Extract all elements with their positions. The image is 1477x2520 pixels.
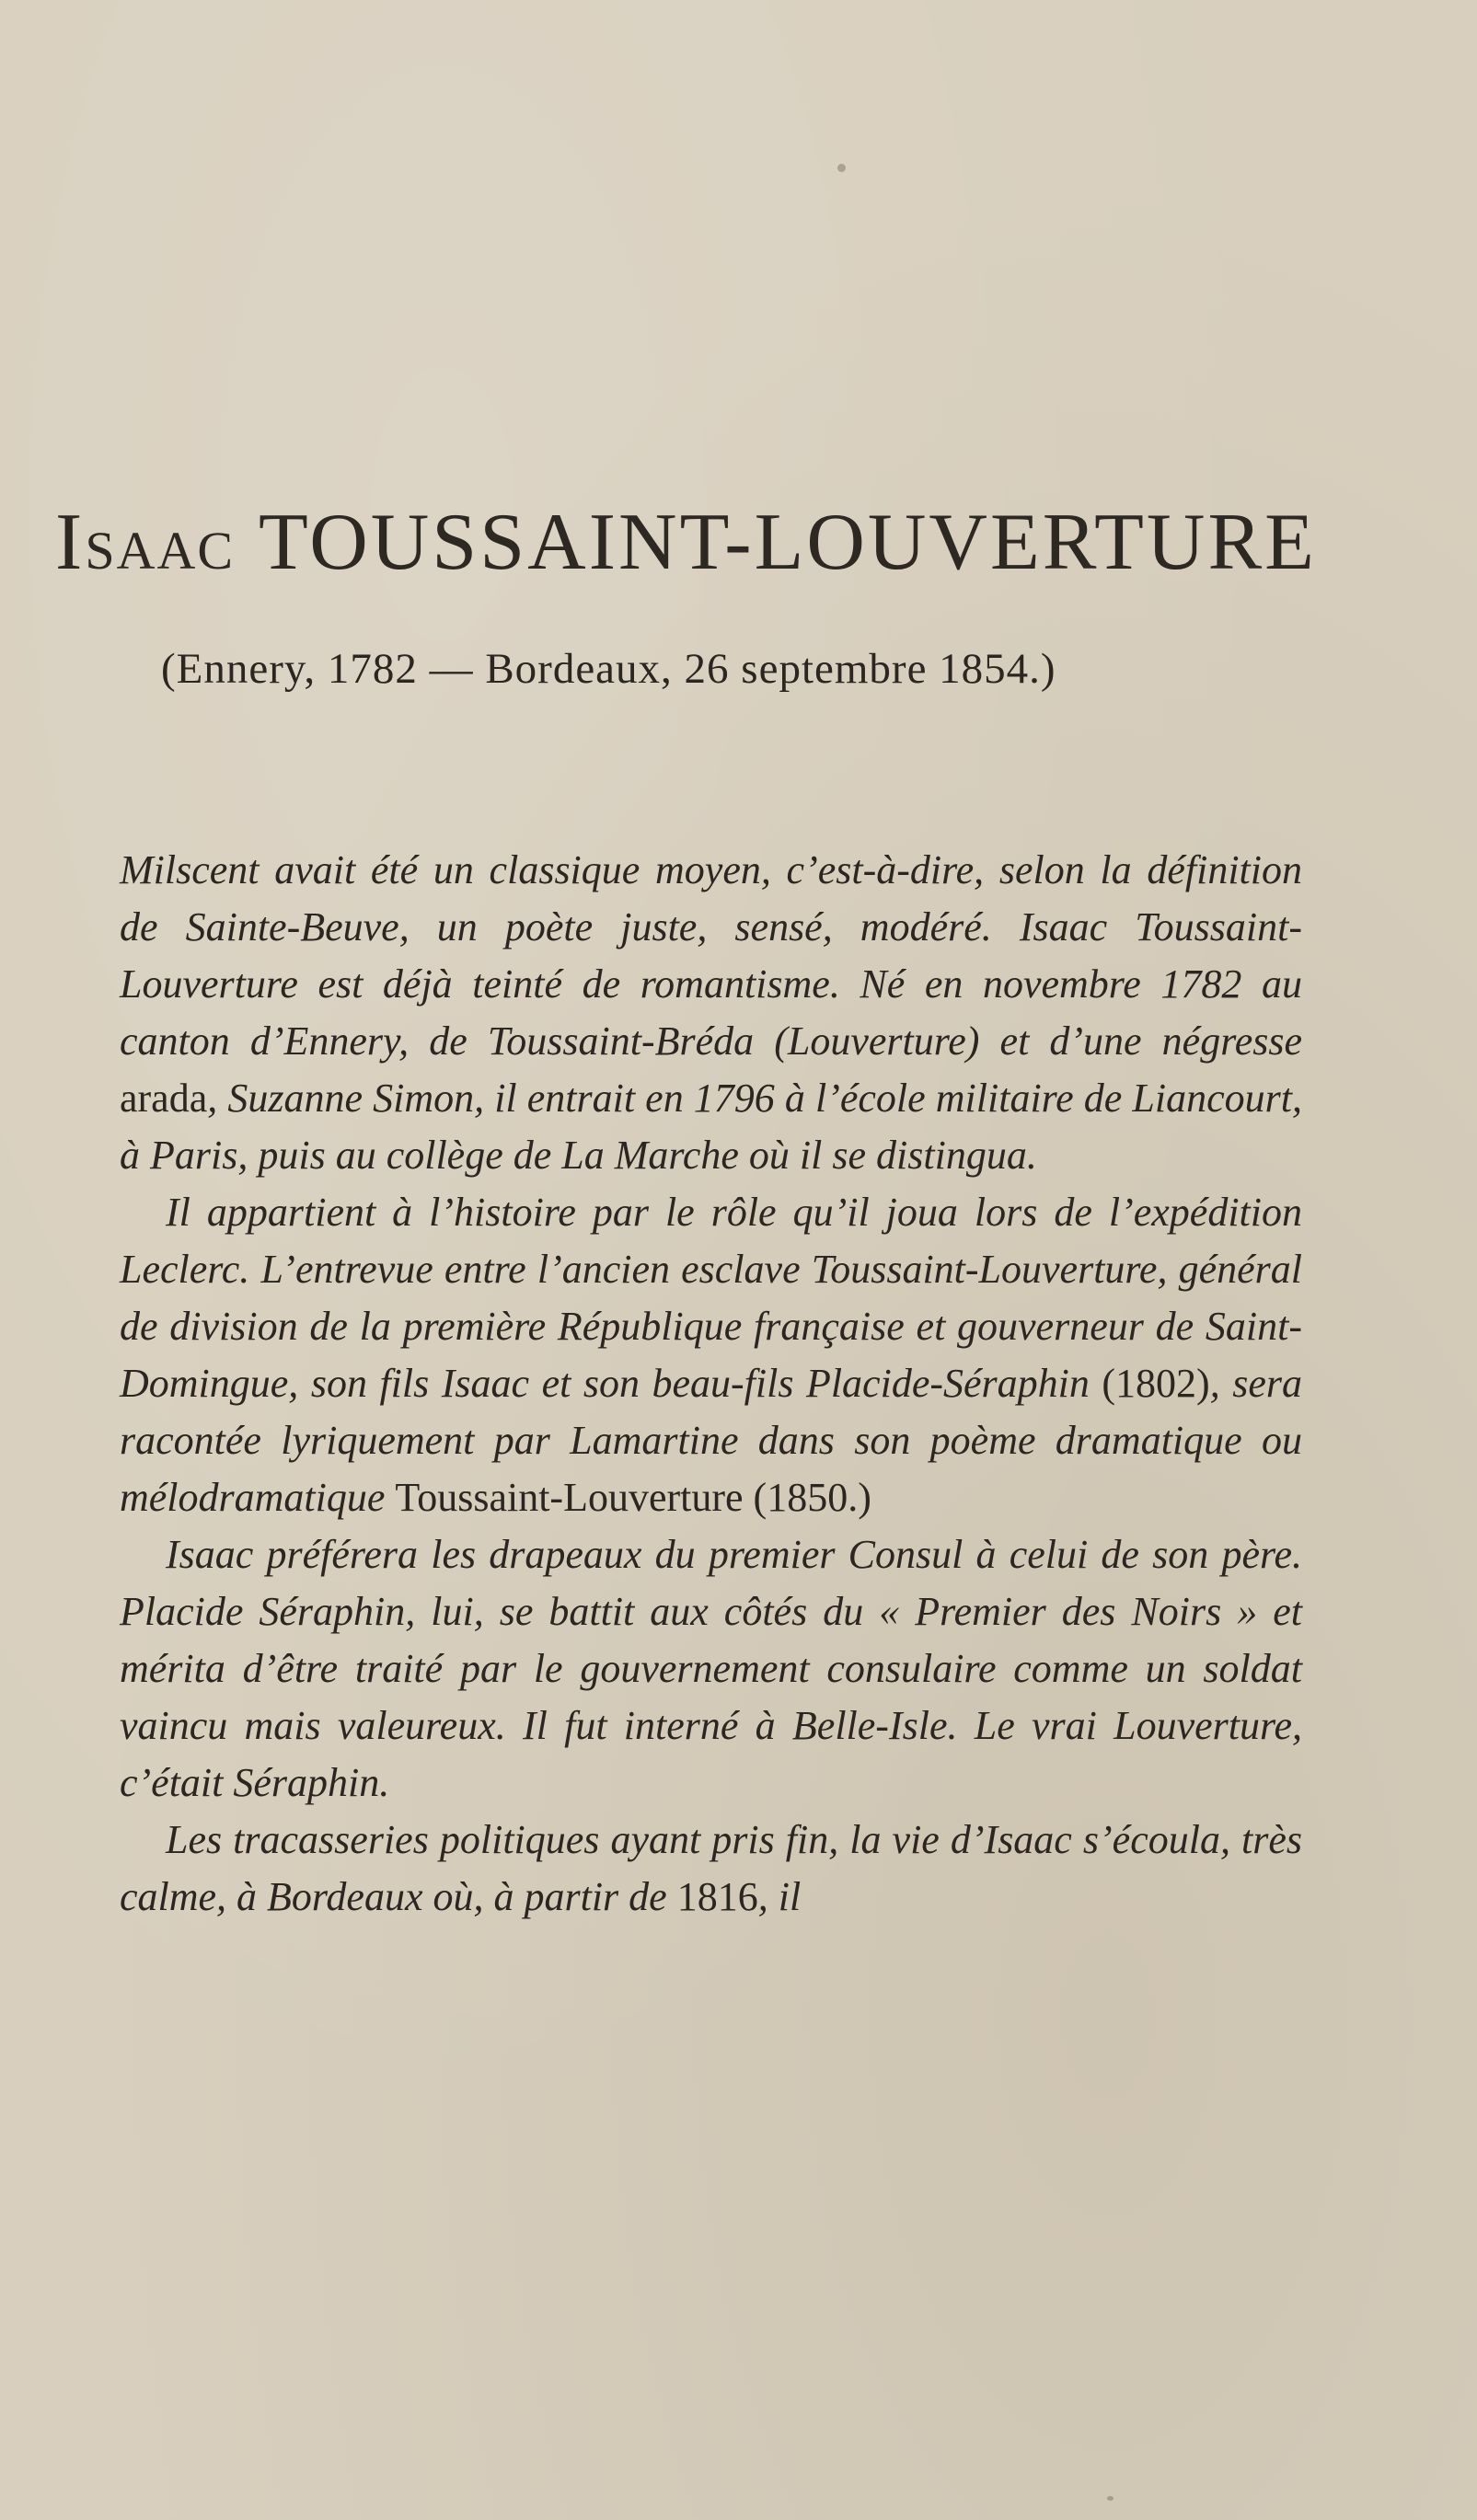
title-first-name-smallcaps: SAAC <box>85 521 236 581</box>
paper-speck <box>837 164 846 172</box>
paper-speck <box>1107 2496 1114 2501</box>
biography-text <box>120 842 1302 1926</box>
paragraph-3: Isaac préférera les drapeaux du premier Consul à celui de son père. Placide Séraphin, lui, se battit aux côtés du « Premier des Noirs » et mérita d’être traité par le gouvernement consulaire comme un soldat vaincu mais valeureux. Il fut interné à Belle-Isle. Le vrai Louverture, c’était Séraphin. <box>120 1532 1302 1805</box>
title-initial: I <box>55 498 86 587</box>
title-surname: TOUSSAINT-LOUVERTURE <box>259 498 1317 587</box>
paragraph-1: Milscent avait été un classique moyen, c’est-à-dire, selon la définition de Sainte-Beuve, un poète juste, sensé, modéré. Isaac Toussaint-Louverture est déjà teinté de romantisme. Né en novembre 1782 au canton d’Ennery, de Toussaint-Bréda (Louverture) et d’une négresse arada, Suzanne Simon, il entrait en 1796 à l’école militaire de Liancourt, à Paris, puis au collège de La Marche où il se distingua. <box>120 847 1302 1178</box>
page-title <box>55 492 1362 602</box>
birth-death-dates: (Ennery, 1782 — Bordeaux, 26 septembre 1854.) <box>161 645 1056 693</box>
paragraph-4: Les tracasseries politiques ayant pris fin, la vie d’Isaac s’écoula, très calme, à Bordeaux où, à partir de 1816, il <box>120 1817 1302 1919</box>
paragraph-2: Il appartient à l’histoire par le rôle qu’il joua lors de l’expédition Leclerc. L’entrevue entre l’ancien esclave Toussaint-Louverture, général de division de la première République française et gouverneur de Saint-Domingue, son fils Isaac et son beau-fils Placide-Séraphin (1802), sera racontée lyriquement par Lamartine dans son poème dramatique ou mélodramatique Toussaint-Louverture (1850.) <box>120 1190 1302 1520</box>
